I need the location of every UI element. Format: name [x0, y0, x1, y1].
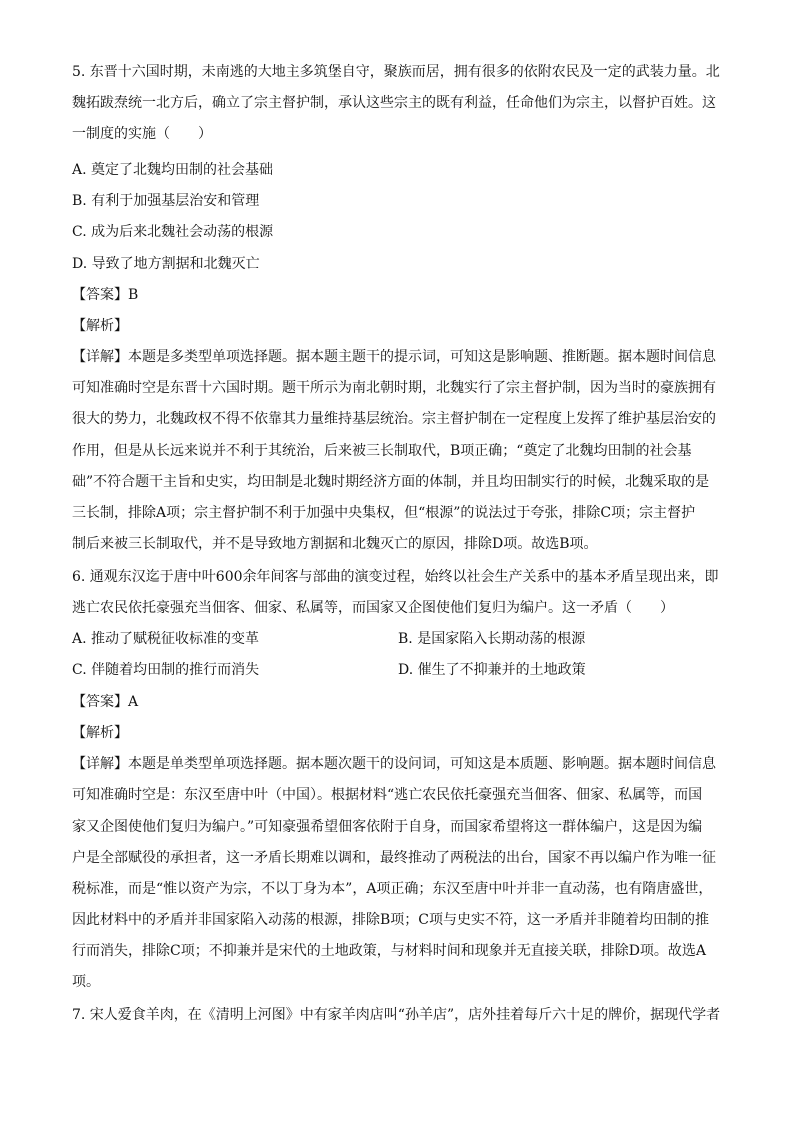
q6-detail-line: 户是全部赋役的承担者，这一矛盾长期难以调和，最终推动了两税法的出台，国家不再以编户作为唯一征	[72, 850, 716, 866]
q5-detail-line: 很大的势力，北魏政权不得不依靠其力量维持基层统治。宗主督护制在一定程度上发挥了维护基层治安的	[72, 411, 716, 427]
q5-option-d: D. 导致了地方割据和北魏灭亡	[72, 256, 260, 272]
q5-answer: 【答案】B	[72, 287, 139, 303]
q5-detail-line: 制后来被三长制取代，并不是导致地方割据和北魏灭亡的原因，排除D项。故选B项。	[72, 536, 598, 552]
q6-option-b: B. 是国家陷入长期动荡的根源	[398, 631, 586, 647]
q6-detail-line: 行而消失，排除C项；不抑兼并是宋代的土地政策，与材料时间和现象并无直接关联，排除D项。故选A	[72, 943, 707, 959]
q6-answer: 【答案】A	[72, 694, 139, 710]
q6-option-a: A. 推动了赋税征收标准的变革	[72, 631, 260, 647]
q6-option-d: D. 催生了不抑兼并的土地政策	[398, 662, 586, 678]
q5-detail-line: 础”不符合题干主旨和史实，均田制是北魏时期经济方面的体制，并且均田制实行的时候，北魏采取的是	[72, 474, 710, 490]
q6-detail-line: 家又企图使他们复归为编户。”可知豪强希望佃客依附于自身，而国家希望将这一群体编户，这是因为编	[72, 819, 703, 835]
q6-stem-line: 逃亡农民依托豪强充当佃客、佃家、私属等，而国家又企图使他们复归为编户。这一矛盾（ ）	[72, 600, 674, 616]
q7-stem-line: 7. 宋人爱食羊肉，在《清明上河图》中有家羊肉店叫“孙羊店”，店外挂着每斤六十足的牌价，据现代学者	[72, 1007, 721, 1023]
q5-option-b: B. 有利于加强基层治安和管理	[72, 193, 260, 209]
q5-stem-line: 魏拓跋焘统一北方后，确立了宗主督护制，承认这些宗主的既有利益，任命他们为宗主，以督护百姓。这	[72, 95, 716, 111]
q6-option-c: C. 伴随着均田制的推行而消失	[72, 662, 260, 678]
q5-detail-line: 【详解】本题是多类型单项选择题。据本题主题干的提示词，可知这是影响题、推断题。据本题时间信息	[72, 349, 716, 365]
q5-stem-line: 一制度的实施（ ）	[72, 126, 212, 142]
q5-detail-line: 可知准确时空是东晋十六国时期。题干所示为南北朝时期，北魏实行了宗主督护制，因为当时的豪族拥有	[72, 380, 716, 396]
q5-option-c: C. 成为后来北魏社会动荡的根源	[72, 224, 274, 240]
q5-detail-line: 三长制，排除A项；宗主督护制不利于加强中央集权，但“根源”的说法过于夸张，排除C项；宗主督护	[72, 505, 696, 521]
q6-detail-line: 【详解】本题是单类型单项选择题。据本题次题干的设问词，可知这是本质题、影响题。据本题时间信息	[72, 756, 716, 772]
q6-detail-line: 因此材料中的矛盾并非国家陷入动荡的根源，排除B项；C项与史实不符，这一矛盾并非随着均田制的推	[72, 912, 709, 928]
q5-detail-line: 作用，但是从长远来说并不利于其统治，后来被三长制取代，B项正确；“奠定了北魏均田制的社会基	[72, 443, 692, 459]
q6-stem-line: 6. 通观东汉迄于唐中叶600余年间客与部曲的演变过程，始终以社会生产关系中的基本矛盾呈现出来，即	[72, 569, 719, 585]
q6-detail-line: 税标准，而是“惟以资产为宗，不以丁身为本”，A项正确；东汉至唐中叶并非一直动荡，也有隋唐盛世，	[72, 881, 713, 897]
q6-detail-line: 项。	[72, 974, 100, 990]
q6-detail-line: 可知准确时空是：东汉至唐中叶（中国）。根据材料“逃亡农民依托豪强充当佃客、佃家、私属等，而国	[72, 787, 703, 803]
q5-analysis-heading: 【解析】	[72, 318, 128, 334]
q5-stem-line: 5. 东晋十六国时期，未南逃的大地主多筑堡自守，聚族而居，拥有很多的依附农民及一定的武装力量。北	[72, 64, 720, 80]
q5-option-a: A. 奠定了北魏均田制的社会基础	[72, 162, 274, 178]
q6-analysis-heading: 【解析】	[72, 725, 128, 741]
